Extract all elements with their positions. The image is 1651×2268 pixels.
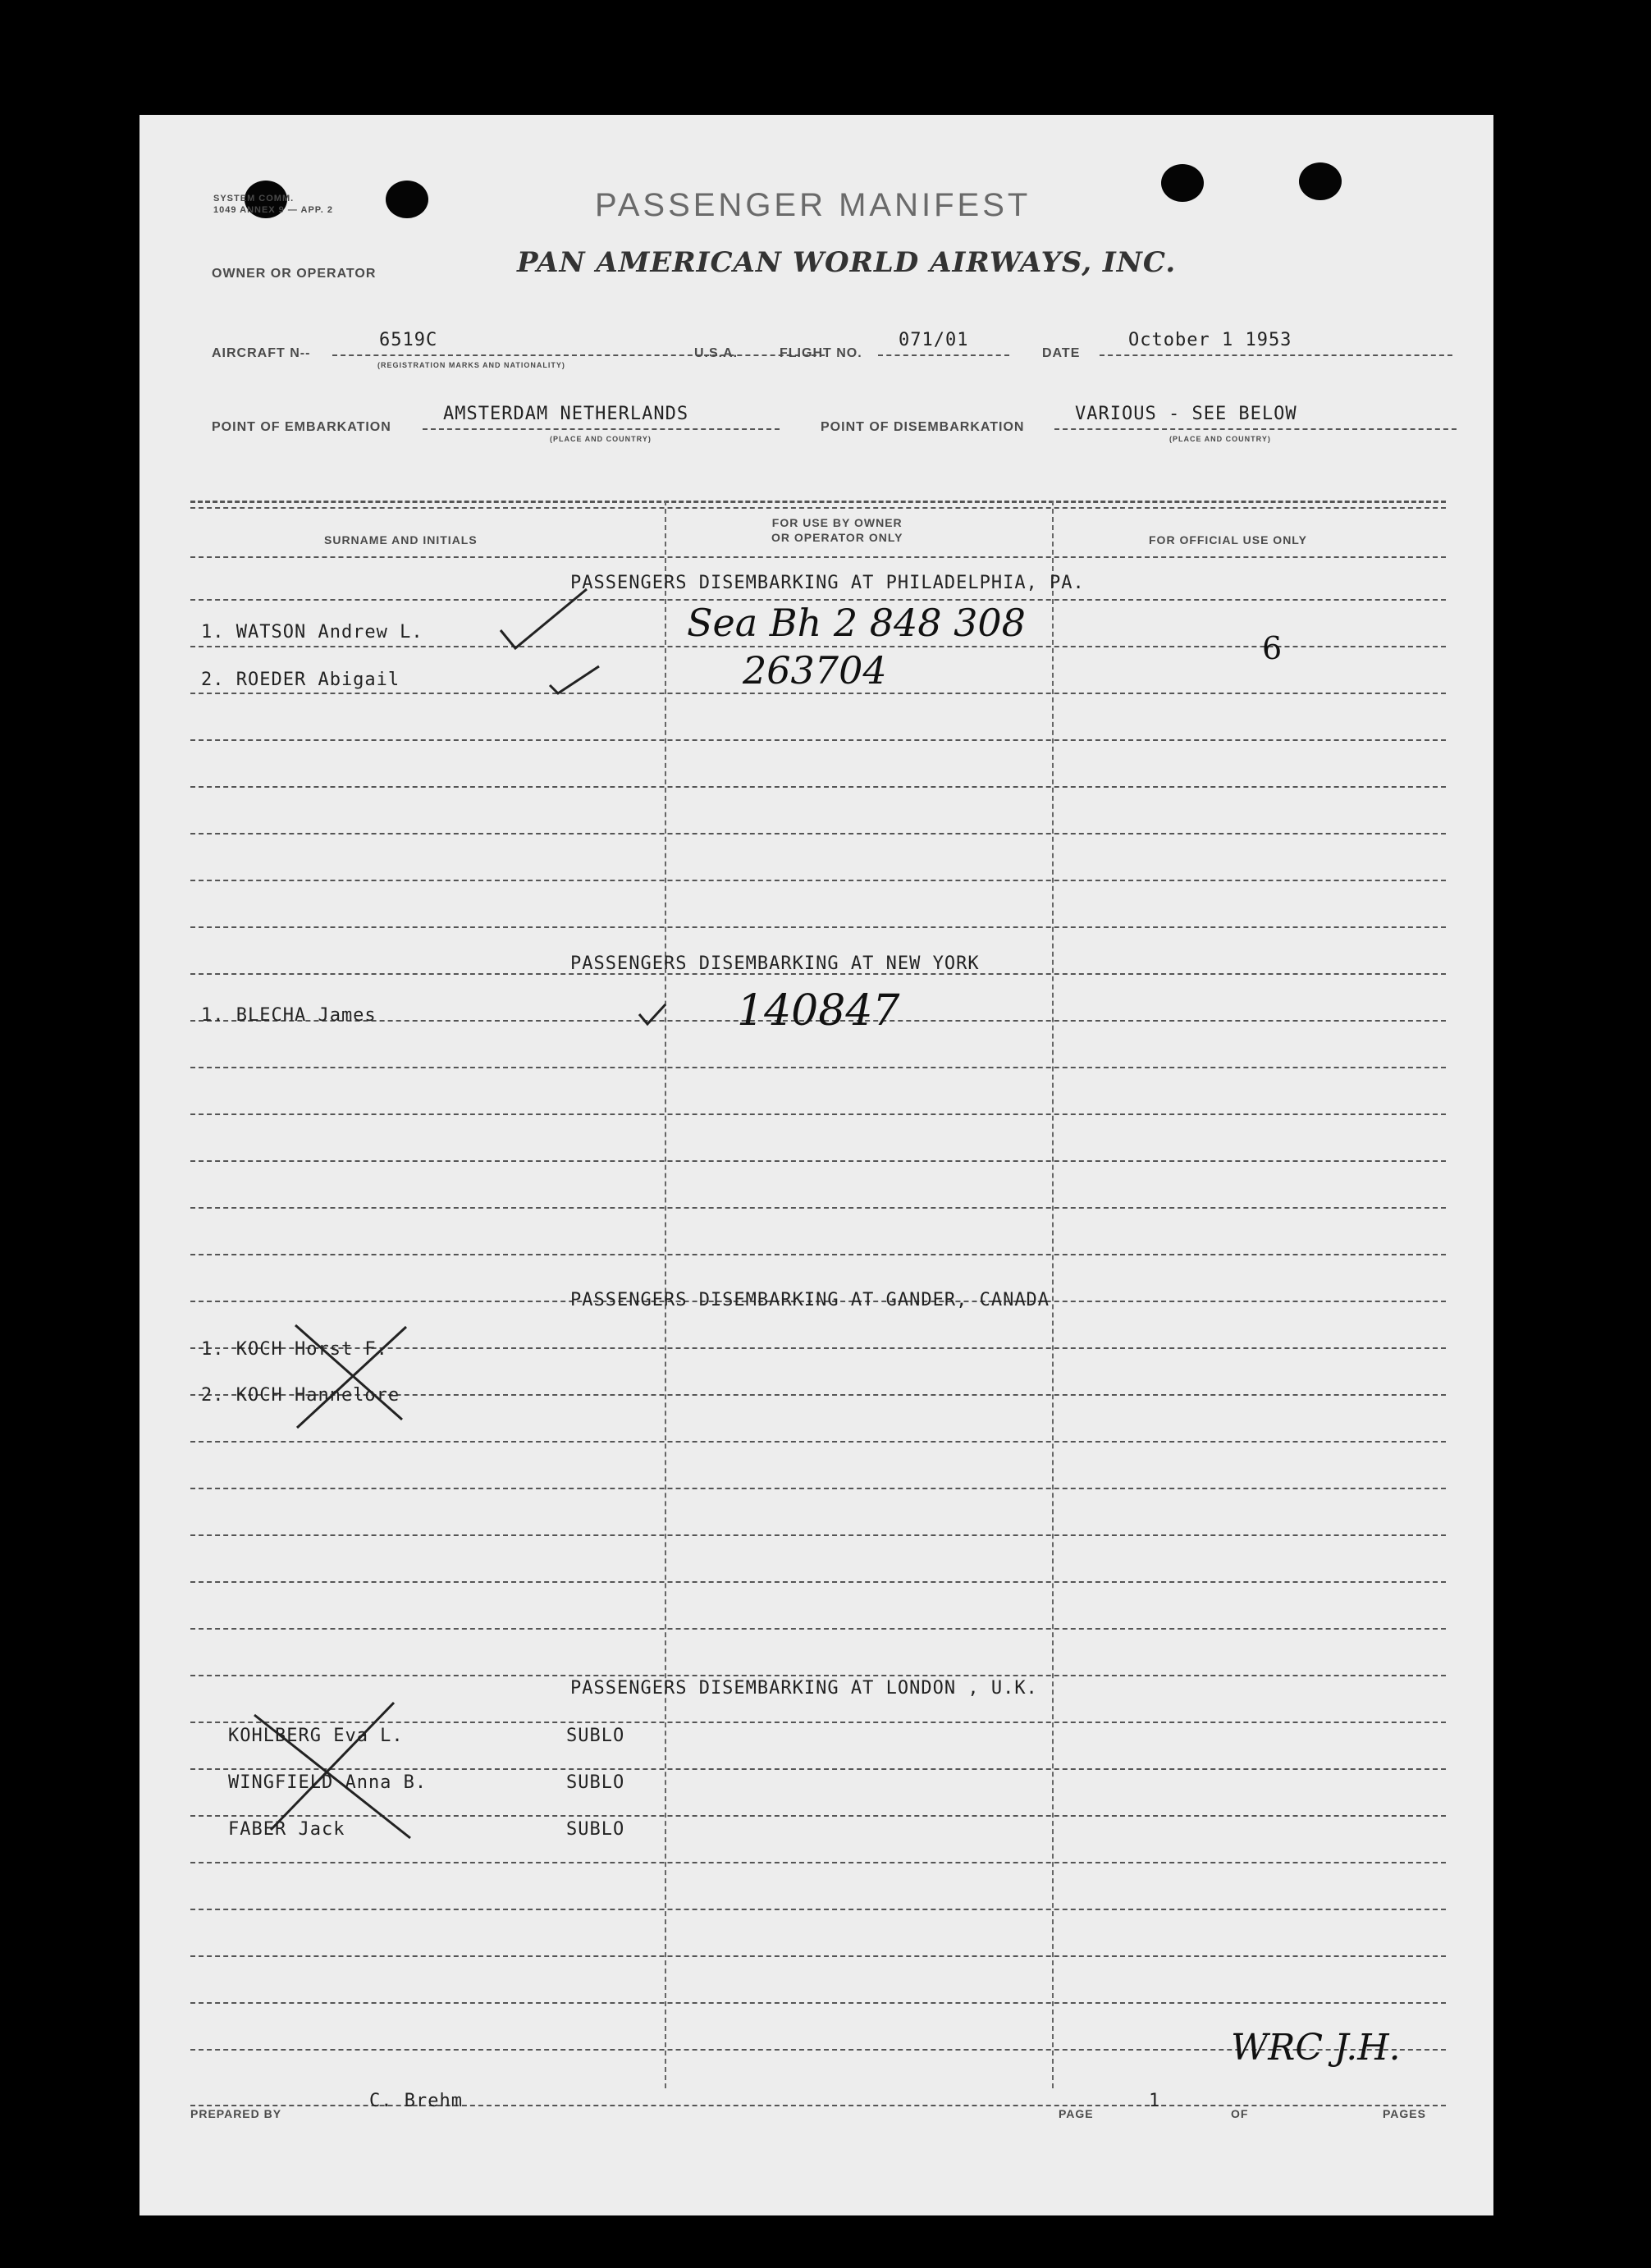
flight-label: FLIGHT NO. bbox=[780, 346, 862, 360]
date-underline bbox=[1100, 354, 1452, 356]
prepared-value: C. Brehm bbox=[369, 2091, 463, 2111]
handwritten-note: Sea Bh 2 848 308 bbox=[687, 601, 1026, 645]
ruled-line bbox=[190, 1067, 1446, 1068]
ruled-line bbox=[190, 739, 1446, 741]
section-heading: PASSENGERS DISEMBARKING AT GANDER, CANADA bbox=[570, 1290, 1050, 1310]
ruled-line bbox=[190, 1862, 1446, 1863]
embark-sub: (PLACE AND COUNTRY) bbox=[550, 435, 652, 443]
col-header-surname: SURNAME AND INITIALS bbox=[324, 533, 478, 546]
col-header-owner bbox=[771, 515, 903, 545]
aircraft-underline bbox=[332, 354, 825, 356]
checkmark-icon bbox=[636, 999, 669, 1032]
ruled-line bbox=[190, 1254, 1446, 1255]
form-code-line: 1049 ANNEX 9 — APP. 2 bbox=[213, 205, 333, 215]
ruled-line bbox=[190, 926, 1446, 928]
passenger-name: 1. BLECHA James bbox=[201, 1005, 377, 1026]
flight-underline bbox=[878, 354, 1009, 356]
owner-value: PAN AMERICAN WORLD AIRWAYS, INC. bbox=[517, 246, 1177, 279]
ruled-line bbox=[190, 1441, 1446, 1443]
ruled-line bbox=[190, 1207, 1446, 1209]
ruled-line bbox=[190, 1628, 1446, 1630]
embark-label: POINT OF EMBARKATION bbox=[212, 420, 391, 434]
disembark-underline bbox=[1054, 428, 1457, 430]
ruled-line bbox=[190, 786, 1446, 788]
punch-hole bbox=[1161, 164, 1204, 202]
passenger-name: FABER Jack bbox=[228, 1819, 345, 1840]
handwritten-note: 140847 bbox=[737, 986, 900, 1036]
passenger-name: 2. ROEDER Abigail bbox=[201, 670, 400, 690]
handwritten-initials: WRC J.H. bbox=[1231, 2027, 1401, 2069]
ruled-line bbox=[190, 1534, 1446, 1536]
table-top-rule bbox=[190, 501, 1446, 503]
ruled-line bbox=[190, 646, 1446, 647]
strike-x-icon bbox=[279, 1317, 427, 1432]
ruled-line bbox=[190, 1488, 1446, 1489]
usa-label: U.S.A. bbox=[694, 346, 739, 360]
page-title: PASSENGER MANIFEST bbox=[595, 187, 1031, 223]
table-top-rule bbox=[190, 507, 1446, 509]
disembark-sub: (PLACE AND COUNTRY) bbox=[1169, 435, 1271, 443]
prepared-label: PREPARED BY bbox=[190, 2107, 282, 2120]
passenger-name: 1. WATSON Andrew L. bbox=[201, 622, 423, 642]
checkmark-icon bbox=[492, 574, 607, 697]
ruled-line bbox=[190, 880, 1446, 881]
section-heading: PASSENGERS DISEMBARKING AT LONDON , U.K. bbox=[570, 1678, 1038, 1699]
passenger-note: SUBLO bbox=[566, 1772, 625, 1793]
section-heading: PASSENGERS DISEMBARKING AT NEW YORK bbox=[570, 953, 980, 974]
strike-x-icon bbox=[238, 1699, 435, 1854]
disembark-label: POINT OF DISEMBARKATION bbox=[821, 420, 1025, 434]
ruled-line bbox=[190, 1909, 1446, 1910]
ruled-line bbox=[190, 1955, 1446, 1957]
handwritten-note: 263704 bbox=[743, 648, 887, 693]
page-label: PAGE bbox=[1059, 2107, 1094, 2120]
page-value: 1 bbox=[1149, 2091, 1161, 2111]
punch-hole bbox=[386, 181, 428, 218]
col-header-owner-line: FOR USE BY OWNER bbox=[771, 516, 903, 529]
ruled-line bbox=[190, 1581, 1446, 1583]
header-rule bbox=[190, 556, 1446, 558]
passenger-note: SUBLO bbox=[566, 1819, 625, 1840]
ruled-line bbox=[190, 833, 1446, 834]
col-header-official: FOR OFFICIAL USE ONLY bbox=[1149, 533, 1307, 546]
section-heading: PASSENGERS DISEMBARKING AT PHILADELPHIA, PA. bbox=[570, 573, 1085, 593]
ruled-line bbox=[190, 2002, 1446, 2004]
aircraft-value: 6519C bbox=[379, 330, 438, 350]
of-label: OF bbox=[1231, 2107, 1249, 2120]
aircraft-label: AIRCRAFT N-- bbox=[212, 346, 311, 360]
owner-label: OWNER OR OPERATOR bbox=[212, 267, 377, 281]
embark-value: AMSTERDAM NETHERLANDS bbox=[443, 404, 689, 424]
passenger-name: 1. KOCH Horst F. bbox=[201, 1339, 388, 1360]
ruled-line bbox=[190, 1675, 1446, 1676]
form-code bbox=[213, 193, 333, 216]
pages-label: PAGES bbox=[1383, 2107, 1426, 2120]
aircraft-sub: (REGISTRATION MARKS AND NATIONALITY) bbox=[377, 361, 565, 369]
passenger-name: WINGFIELD Anna B. bbox=[228, 1772, 428, 1793]
form-code-line: SYSTEM COMM. bbox=[213, 194, 295, 203]
passenger-name: KOHLBERG Eva L. bbox=[228, 1726, 404, 1746]
punch-hole bbox=[1299, 162, 1342, 200]
ruled-line bbox=[190, 1160, 1446, 1162]
disembark-value: VARIOUS - SEE BELOW bbox=[1075, 404, 1297, 424]
passenger-name: 2. KOCH Hannelore bbox=[201, 1385, 400, 1406]
ruled-line bbox=[190, 693, 1446, 694]
manifest-sheet bbox=[139, 115, 1493, 2215]
ruled-line bbox=[190, 1113, 1446, 1115]
passenger-note: SUBLO bbox=[566, 1726, 625, 1746]
col-header-owner-line: OR OPERATOR ONLY bbox=[771, 531, 903, 544]
official-mark: 6 bbox=[1262, 630, 1283, 666]
embark-underline bbox=[423, 428, 780, 430]
flight-value: 071/01 bbox=[899, 330, 969, 350]
date-value: October 1 1953 bbox=[1128, 330, 1292, 350]
date-label: DATE bbox=[1042, 346, 1081, 360]
